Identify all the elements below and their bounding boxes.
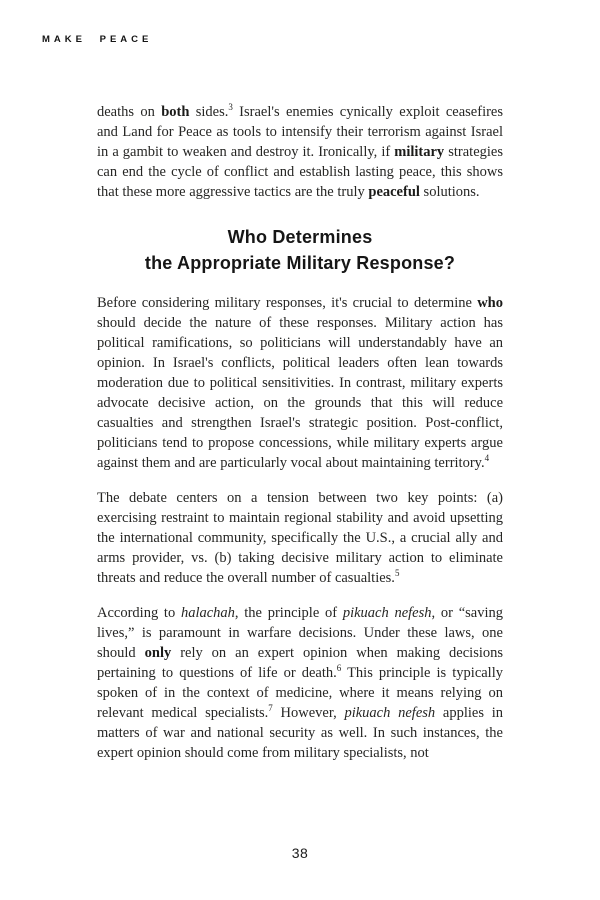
paragraph-who-decides: Before considering military responses, it's crucial to determine who should decide the nature of these responses. Military action has political ramifications, so politicians will understandably have an opinion. In Israel's conflicts, political leaders often lean towards moderation due to political sensitivities. In contrast, military experts advocate decisive action, on the grounds that this will reduce casualties and strengthen Israel's strategic position. Post-conflict, politicians tend to propose concessions, while military experts argue against them and are particularly vocal about maintaining territory.$^4$ xyxy=(97,295,503,471)
paragraph-intro: deaths on both sides.$^3$ Israel's enemies cynically exploit ceasefires and Land for Peace as tools to intensify their terrorism against Israel in a gambit to weaken and destroy it. Ironically, if military strategies can end the cycle of conflict and establish lasting peace, this shows that these more aggressive tactics are the truly peaceful solutions. xyxy=(97,102,503,200)
page-number: 38 xyxy=(291,845,309,861)
paragraph-halachah: According to halachah, the principle of pikuach nefesh, or “saving lives,” is paramount in warfare decisions. Under these laws, one should only rely on an expert opinion when making decisions pertaining to questions of life or death.$^6$ This principle is typically spoken of in the context of medicine, where it means relying on relevant medical specialists.$^7$ However, pikuach nefesh applies in matters of war and national security as well. In such instances, the expert opinion should come from military specialists, not xyxy=(97,605,504,761)
section-heading xyxy=(97,224,503,276)
page-body xyxy=(97,102,503,778)
section-heading-line-1: Who Determines xyxy=(227,227,373,247)
section-heading-line-2: the Appropriate Military Response? xyxy=(144,253,456,273)
paragraph-debate-tension: The debate centers on a tension between two key points: (a) exercising restraint to maintain regional stability and avoid upsetting the international community, specifically the U.S., a crucial ally and arms provider, vs. (b) taking decisive military action to eliminate threats and reduce the overall number of casualties.$^5$ xyxy=(97,490,503,586)
running-header: MAKE PEACE xyxy=(42,34,153,45)
